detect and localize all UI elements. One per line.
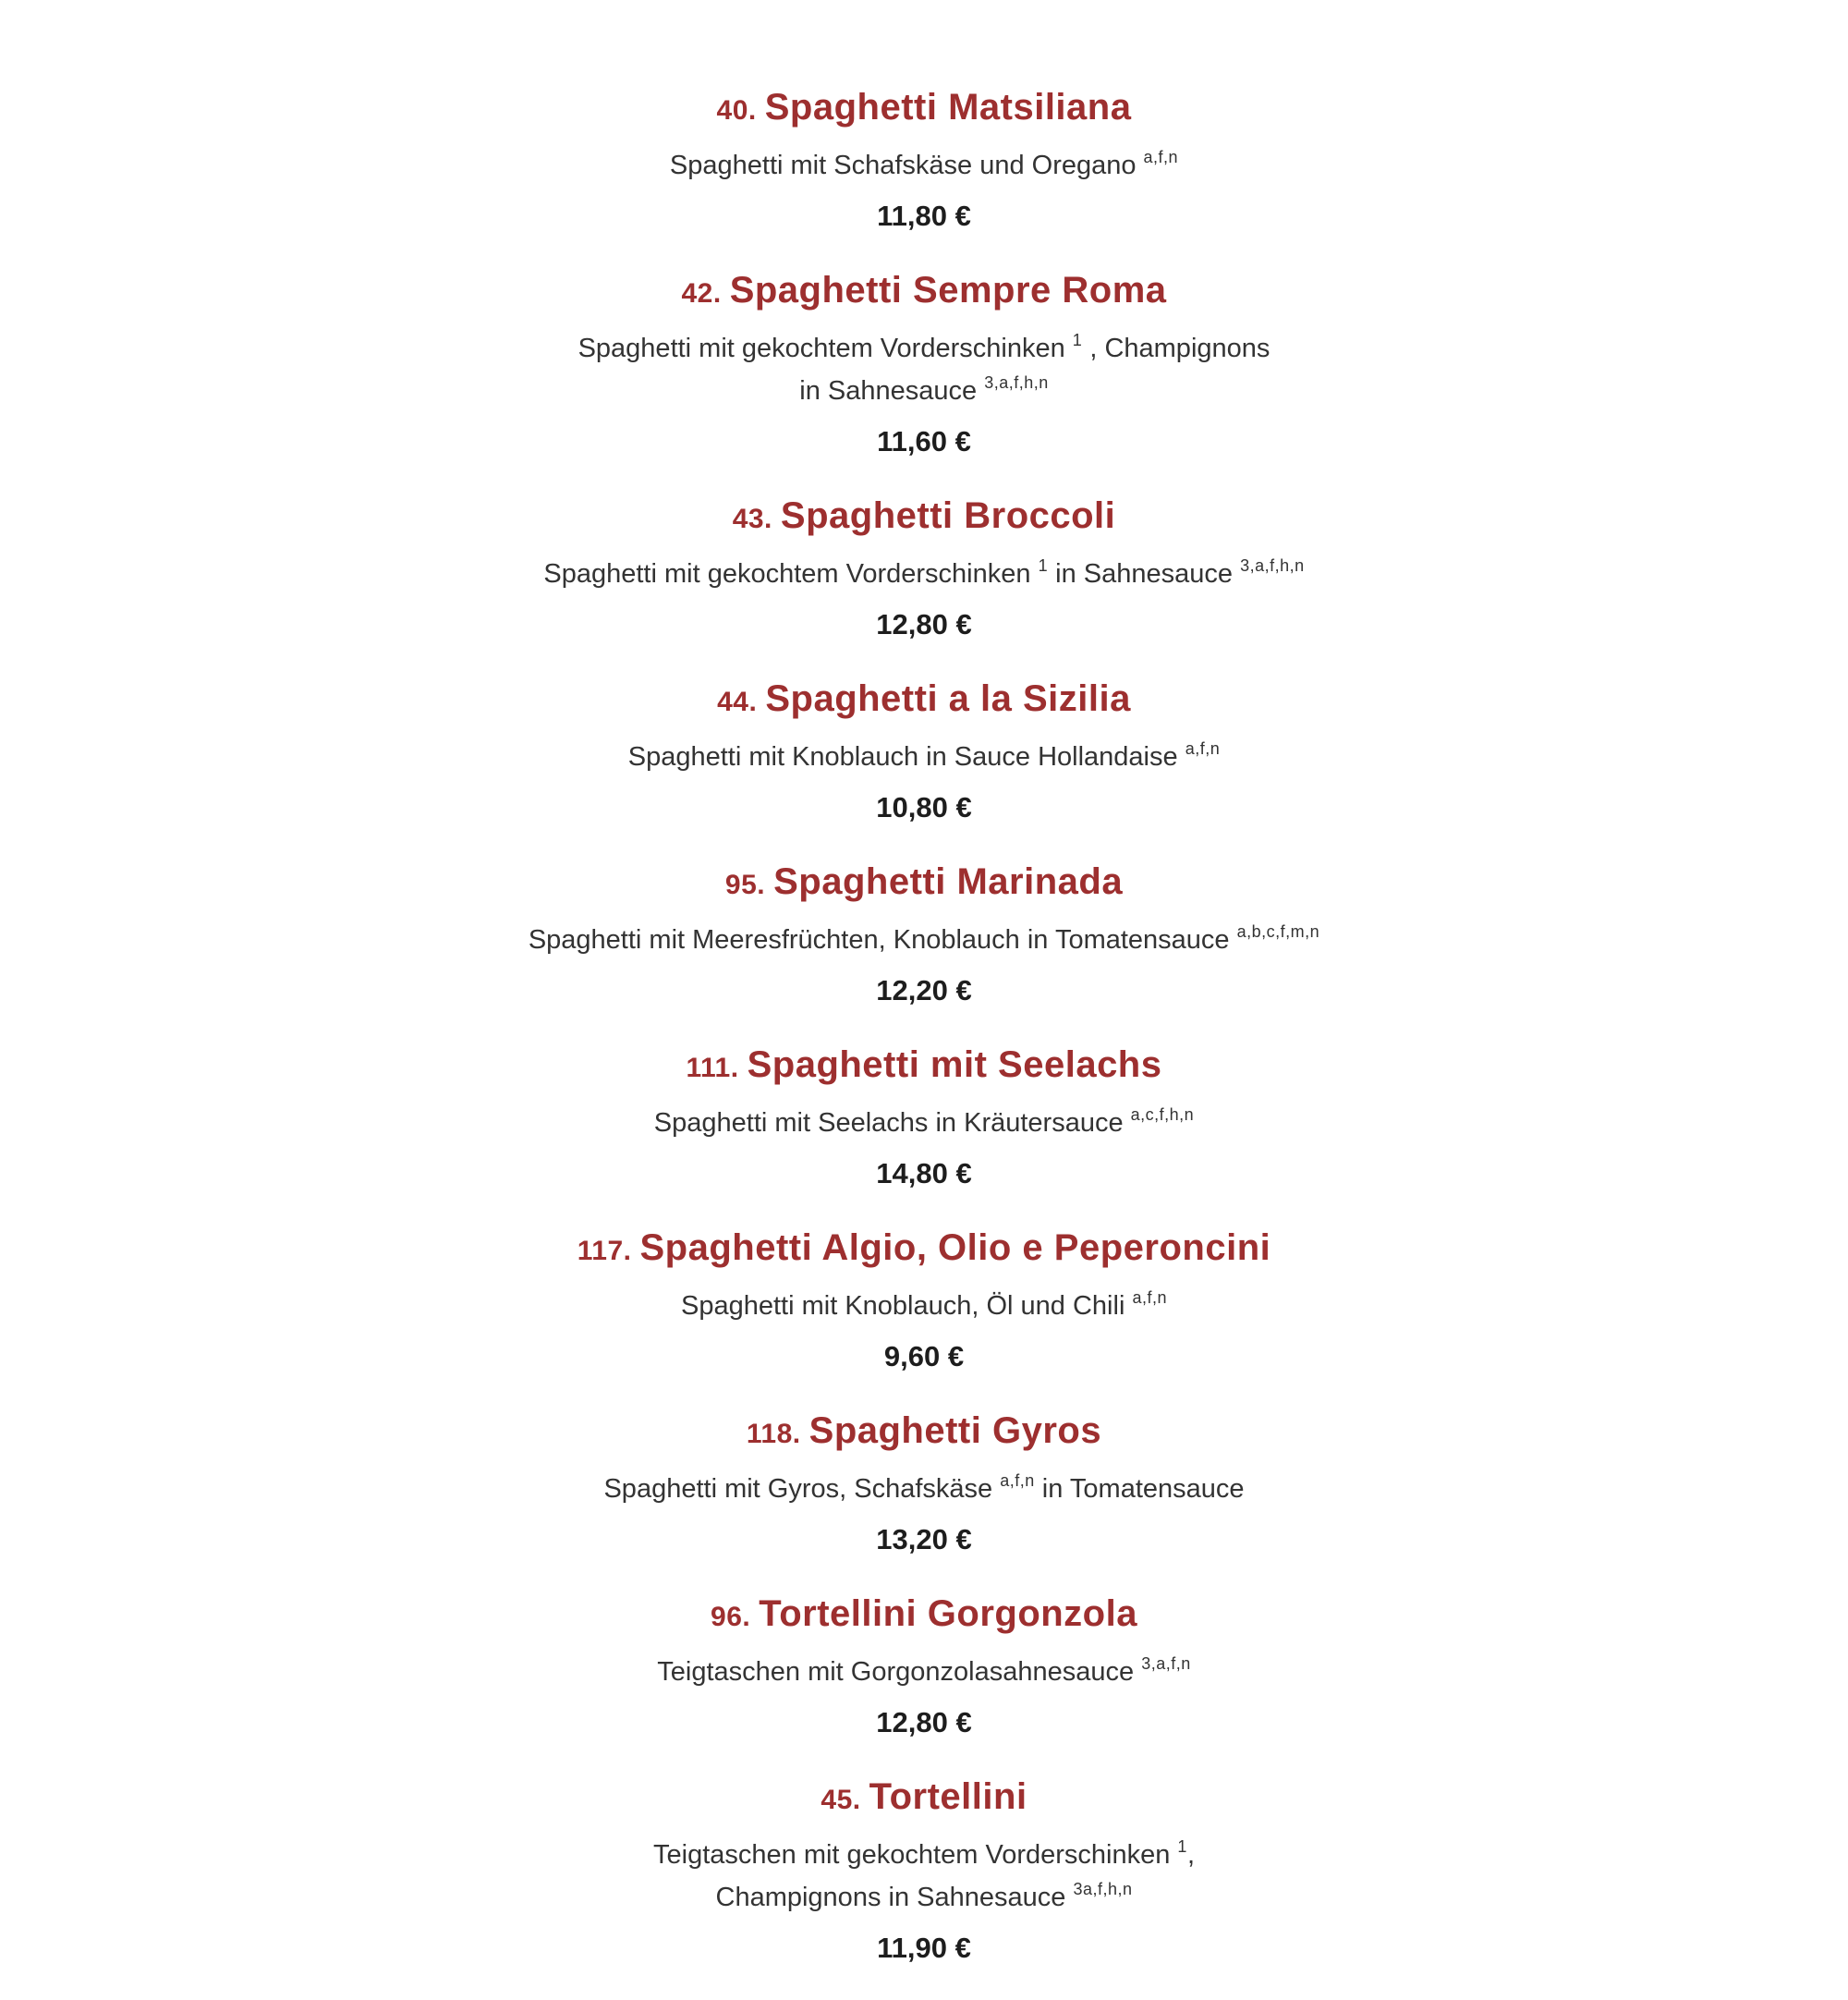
menu-item	[277, 1774, 1571, 1965]
description-line: Champignons in Sahnesauce $^{3a,f,h,n}$	[715, 1880, 1133, 1912]
item-name: Spaghetti a la Sizilia	[765, 678, 1131, 719]
item-description	[277, 736, 1571, 778]
menu-item	[277, 85, 1571, 233]
description-line: Spaghetti mit gekochtem Vorderschinken $^1$ in Sahnesauce $^{3,a,f,h,n}$	[543, 556, 1305, 589]
description-line: Teigtaschen mit Gorgonzolasahnesauce $^{3,a,f,n}$	[657, 1654, 1191, 1687]
item-description	[277, 144, 1571, 187]
item-title	[277, 268, 1571, 316]
item-price: 10,80 €	[876, 791, 972, 823]
item-description	[277, 1285, 1571, 1327]
item-price: 9,60 €	[883, 1340, 965, 1372]
description-line: Spaghetti mit Schafskäse und Oregano $^{a,f,n}$	[669, 148, 1179, 180]
item-description	[277, 1102, 1571, 1144]
item-number: 117.	[577, 1236, 632, 1266]
item-price: 12,80 €	[876, 1706, 972, 1738]
item-name: Tortellini	[869, 1776, 1027, 1817]
item-number: 40.	[716, 95, 757, 126]
item-description	[277, 1468, 1571, 1510]
menu-item	[277, 494, 1571, 641]
allergen-superscript: 1	[1038, 556, 1049, 575]
item-price: 11,60 €	[877, 425, 971, 457]
item-name: Spaghetti Broccoli	[780, 495, 1116, 536]
item-number: 96.	[711, 1602, 751, 1632]
allergen-superscript: a,c,f,h,n	[1130, 1105, 1195, 1124]
item-title	[277, 1043, 1571, 1091]
item-title	[277, 494, 1571, 542]
item-title	[277, 1226, 1571, 1274]
item-name: Spaghetti mit Seelachs	[747, 1044, 1162, 1085]
menu-item	[277, 1409, 1571, 1556]
menu-list	[277, 85, 1571, 2000]
item-name: Tortellini Gorgonzola	[759, 1593, 1137, 1634]
description-line: Spaghetti mit Seelachs in Kräutersauce $^{a,c,f,h,n}$	[653, 1105, 1195, 1138]
menu-item	[277, 677, 1571, 824]
menu-item	[277, 268, 1571, 458]
description-line: in Sahnesauce $^{3,a,f,h,n}$	[799, 373, 1049, 406]
item-number: 111.	[686, 1053, 739, 1083]
allergen-superscript: a,b,c,f,m,n	[1236, 922, 1320, 941]
allergen-superscript: 1	[1072, 331, 1083, 349]
allergen-superscript: 3,a,f,h,n	[1240, 556, 1305, 575]
description-line: Teigtaschen mit gekochtem Vorderschinken $^1$,	[653, 1837, 1195, 1870]
menu-item	[277, 1043, 1571, 1190]
allergen-superscript: a,f,n	[1143, 148, 1179, 166]
item-price: 13,20 €	[876, 1523, 972, 1555]
item-name: Spaghetti Matsiliana	[764, 87, 1132, 128]
item-description	[277, 553, 1571, 595]
menu-item	[277, 1226, 1571, 1373]
item-price: 11,80 €	[877, 200, 971, 232]
item-title	[277, 1409, 1571, 1457]
allergen-superscript: a,f,n	[1185, 739, 1221, 758]
allergen-superscript: 3a,f,h,n	[1073, 1880, 1133, 1898]
description-line: Spaghetti mit Knoblauch in Sauce Hollandaise $^{a,f,n}$	[627, 739, 1221, 772]
item-title	[277, 677, 1571, 725]
item-number: 43.	[732, 504, 772, 534]
allergen-superscript: a,f,n	[1132, 1288, 1167, 1307]
item-number: 118.	[746, 1419, 801, 1449]
menu-item	[277, 860, 1571, 1007]
description-line: Spaghetti mit Gyros, Schafskäse $^{a,f,n}$ in Tomatensauce	[603, 1471, 1245, 1504]
description-line: Spaghetti mit gekochtem Vorderschinken $^1$ , Champignons	[578, 331, 1270, 363]
item-description	[277, 1834, 1571, 1919]
allergen-superscript: a,f,n	[1000, 1471, 1035, 1490]
allergen-superscript: 3,a,f,n	[1141, 1654, 1191, 1673]
item-number: 44.	[717, 687, 758, 717]
item-description	[277, 919, 1571, 961]
item-title	[277, 1774, 1571, 1823]
item-price: 12,80 €	[876, 608, 972, 640]
item-number: 95.	[724, 870, 766, 900]
item-name: Spaghetti Sempre Roma	[729, 270, 1167, 311]
item-description	[277, 1651, 1571, 1693]
item-title	[277, 860, 1571, 908]
item-title	[277, 85, 1571, 133]
item-price: 11,90 €	[877, 1932, 971, 1964]
item-name: Spaghetti Gyros	[808, 1410, 1102, 1451]
allergen-superscript: 3,a,f,h,n	[984, 373, 1049, 392]
item-number: 42.	[681, 278, 722, 309]
description-line: Spaghetti mit Knoblauch, Öl und Chili $^{a,f,n}$	[681, 1288, 1167, 1321]
item-number: 45.	[821, 1785, 861, 1815]
menu-item	[277, 1591, 1571, 1739]
item-title	[277, 1591, 1571, 1640]
item-price: 14,80 €	[876, 1157, 972, 1189]
allergen-superscript: 1	[1177, 1837, 1187, 1856]
description-line: Spaghetti mit Meeresfrüchten, Knoblauch in Tomatensauce $^{a,b,c,f,m,n}$	[528, 922, 1320, 955]
item-name: Spaghetti Marinada	[773, 861, 1124, 902]
item-description	[277, 327, 1571, 412]
item-name: Spaghetti Algio, Olio e Peperoncini	[639, 1227, 1271, 1268]
item-price: 12,20 €	[876, 974, 972, 1006]
